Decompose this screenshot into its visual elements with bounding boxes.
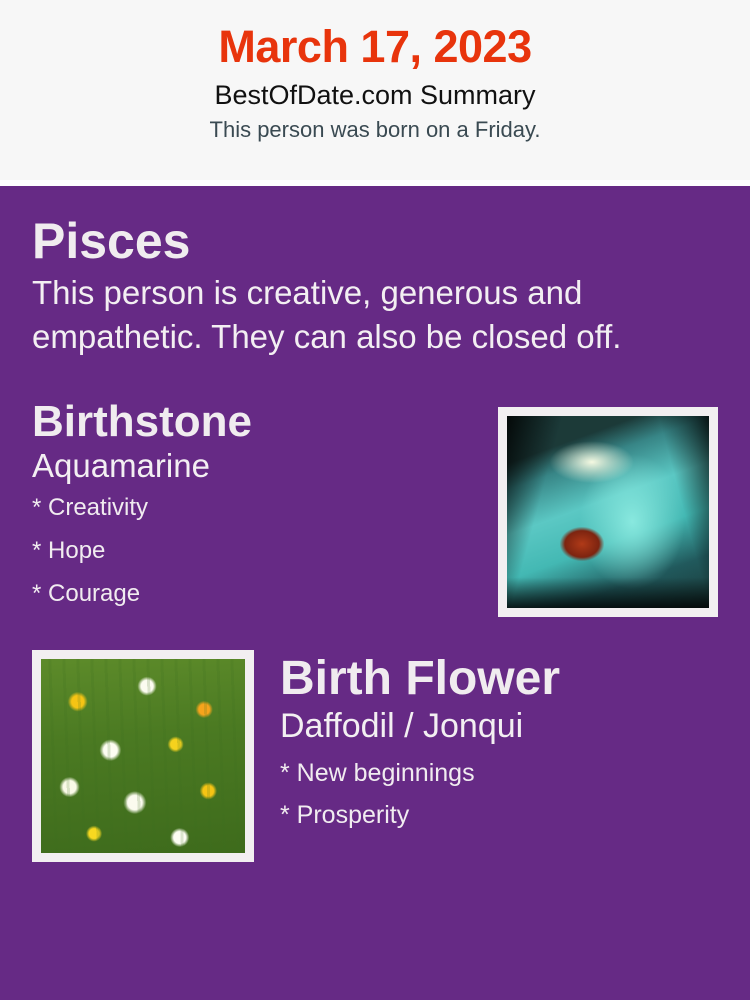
birthflower-name: Daffodil / Jonqui: [280, 706, 524, 745]
birthstone-heading: Birthstone: [32, 396, 252, 446]
birthstone-image-frame: [498, 407, 718, 617]
birthstone-name: Aquamarine: [32, 446, 210, 484]
birthflower-trait: * New beginnings: [280, 758, 475, 787]
birthflower-trait: * Prosperity: [280, 801, 410, 830]
daffodil-flowers-photo: [41, 659, 245, 853]
birthflower-section: [32, 650, 718, 862]
page-title-date: March 17, 2023: [218, 21, 532, 72]
page-header: [0, 0, 750, 180]
birthflower-image-frame: [32, 650, 254, 862]
aquamarine-crystal-photo: [507, 416, 709, 608]
birthstone-trait: * Hope: [32, 537, 106, 565]
birthstone-section: [32, 396, 718, 625]
site-summary-subtitle: BestOfDate.com Summary: [214, 79, 536, 110]
birthstone-trait: * Creativity: [32, 493, 149, 521]
birthstone-trait: * Courage: [32, 580, 141, 608]
birthflower-text: [280, 650, 718, 844]
zodiac-sign-name: Pisces: [32, 213, 191, 269]
zodiac-description: This person is creative, generous and empathetic. They can also be closed off.: [32, 274, 622, 355]
details-panel: [0, 186, 750, 1000]
birth-weekday-note: This person was born on a Friday.: [209, 116, 541, 142]
birthflower-heading: Birth Flower: [280, 652, 561, 706]
birthstone-text: [32, 396, 498, 625]
